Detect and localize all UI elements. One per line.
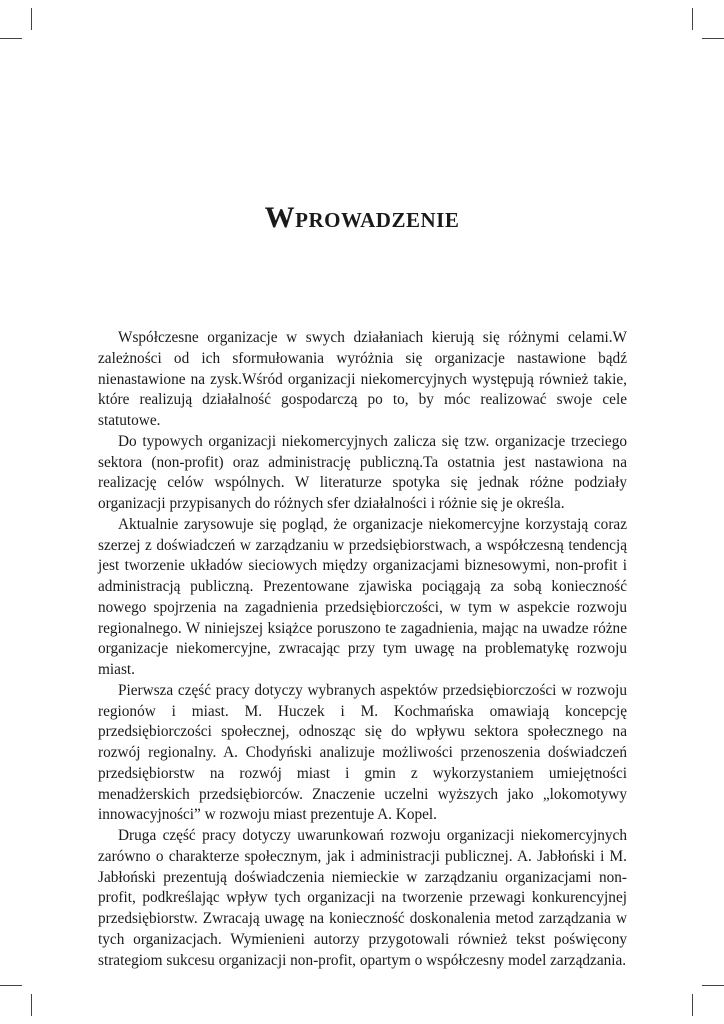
page-title-initial: W	[264, 201, 296, 234]
body-text	[98, 328, 627, 971]
crop-mark-bottom-right-vertical	[692, 994, 693, 1016]
page-title	[0, 201, 724, 235]
crop-mark-bottom-left-vertical	[31, 994, 32, 1016]
crop-mark-top-right-horizontal	[702, 38, 724, 39]
crop-mark-bottom-right-horizontal	[702, 985, 724, 986]
paragraph-1: Współczesne organizacje w swych działaniach kierują się różnymi celami.W zależności od ich sformułowania wyróżnia się organizacje nastawione bądź nienastawione na zysk.Wśród organizacji niekomercyjnych występują również takie, które realizują działalność gospodarczą po to, by móc realizować swoje cele statutowe.	[98, 329, 627, 429]
paragraph-3: Aktualnie zarysowuje się pogląd, że organizacje niekomercyjne korzystają coraz szerzej z doświadczeń w zarządzaniu w przedsiębiorstwach, a współczesną tendencją jest tworzenie układów sieciowych między organizacjami biznesowymi, non-profit i administracją publiczną. Prezentowane zjawiska pociągają za sobą konieczność nowego spojrzenia na zagadnienia przedsiębiorczości, w tym w aspekcie rozwoju regionalnego. W niniejszej książce poruszono te zagadnienia, mając na uwadze różne organizacje niekomercyjne, zwracając przy tym uwagę na problematykę rozwoju miast.	[98, 515, 627, 678]
crop-mark-top-right-vertical	[692, 8, 693, 30]
crop-mark-bottom-left-horizontal	[0, 985, 22, 986]
page-title-rest: PROWADZENIE	[295, 208, 460, 232]
paragraph-4: Pierwsza część pracy dotyczy wybranych aspektów przedsiębiorczości w rozwoju regionów i miast. M. Huczek i M. Kochmańska omawiają koncepcję przedsiębiorczości społecznej, odnosząc się do wpływu sektora społecznego na rozwój regionalny. A. Chodyński analizuje możliwości przenoszenia doświadczeń przedsiębiorstw na rozwój miast i gmin z wykorzystaniem umiejętności menadżerskich przedsiębiorców. Znaczenie uczelni wyższych jako „lokomotywy innowacyjności” w rozwoju miast prezentuje A. Kopel.	[98, 681, 627, 824]
paragraph-5: Druga część pracy dotyczy uwarunkowań rozwoju organizacji niekomercyjnych zarówno o charakterze społecznym, jak i administracji publicznej. A. Jabłoński i M. Jabłoński prezentują doświadczenia niemieckie w zarządzaniu organizacjami non-profit, podkreślając wpływ tych organizacji na tworzenie przewagi konkurencyjnej przedsiębiorstw. Zwracają uwagę na konieczność doskonalenia metod zarządzania w tych organizacjach. Wymienieni autorzy przygotowali również tekst poświęcony strategiom sukcesu organizacji non-profit, opartym o współczesny model zarządzania.	[98, 827, 627, 969]
crop-mark-top-left-horizontal	[0, 38, 22, 39]
crop-mark-top-left-vertical	[31, 8, 32, 30]
paragraph-2: Do typowych organizacji niekomercyjnych zalicza się tzw. organizacje trzeciego sektora (non-profit) oraz administrację publiczną.Ta ostatnia jest nastawiona na realizację celów wspólnych. W literaturze spotyka się jednak różne podziały organizacji przypisanych do różnych sfer działalności i różnie się je określa.	[98, 432, 627, 512]
